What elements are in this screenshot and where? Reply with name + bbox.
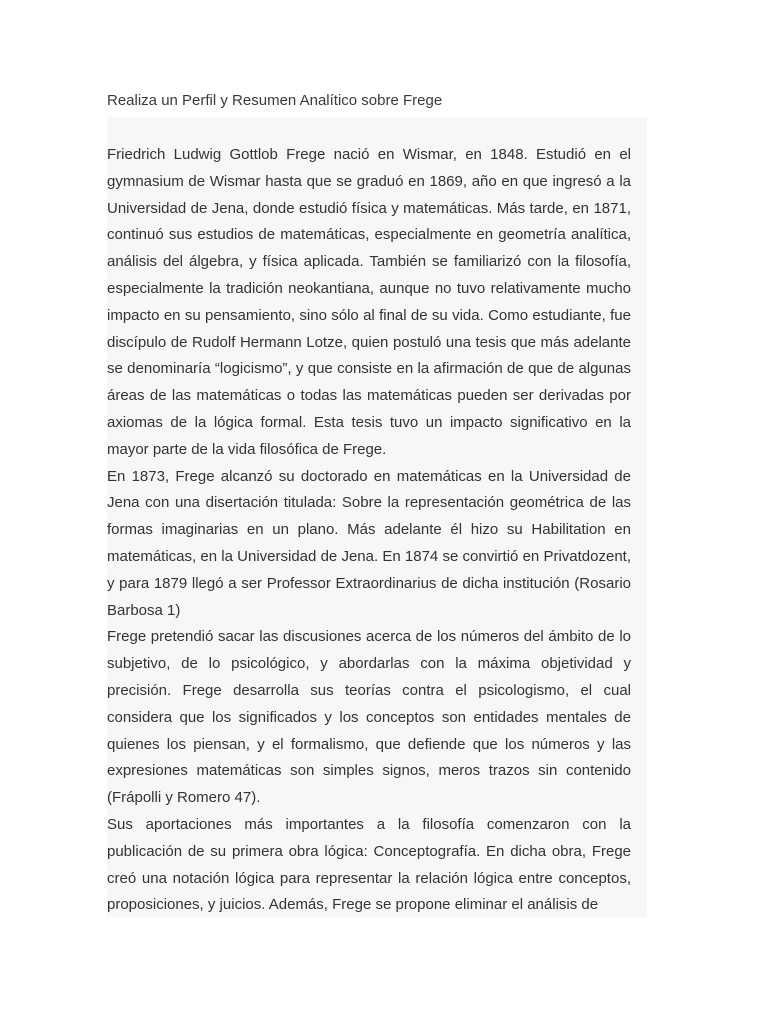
paragraph-2: En 1873, Frege alcanzó su doctorado en matemáticas en la Universidad de Jena con una disertación titulada: Sobre la representación geométrica de las formas imaginarias en un plano. Más adelante él hizo su Habilitation en matemáticas, en la Universidad de Jena. En 1874 se convirtió en Privatdozent, y para 1879 llegó a ser Professor Extraordinarius de dicha institución (Rosario Barbosa 1) [107, 467, 631, 619]
paragraph-3: Frege pretendió sacar las discusiones acerca de los números del ámbito de lo subjetivo, de lo psicológico, y abordarlas con la máxima objetividad y precisión. Frege desarrolla sus teorías contra el psicologismo, el cual considera que los significados y los conceptos son entidades mentales de quienes los piensan, y el formalismo, que defiende que los números y las expresiones matemáticas son simples signos, meros trazos sin contenido (Frápolli y Romero 47). [107, 628, 631, 807]
document-title: Realiza un Perfil y Resumen Analítico sobre Frege [107, 92, 443, 109]
paragraph-4: Sus aportaciones más importantes a la filosofía comenzaron con la publicación de su primera obra lógica: Conceptografía. En dicha obra, Frege creó una notación lógica para representar la relación lógica entre conceptos, proposiciones, y juicios. Además, Frege se propone eliminar el análisis de [107, 815, 631, 914]
paragraph-1: Friedrich Ludwig Gottlob Frege nació en Wismar, en 1848. Estudió en el gymnasium de Wismar hasta que se graduó en 1869, año en que ingresó a la Universidad de Jena, donde estudió física y matemáticas. Más tarde, en 1871, continuó sus estudios de matemáticas, especialmente en geometría analítica, análisis del álgebra, y física aplicada. También se familiarizó con la filosofía, especialmente la tradición neokantiana, aunque no tuvo relativamente mucho impacto en su pensamiento, sino sólo al final de su vida. Como estudiante, fue discípulo de Rudolf Hermann Lotze, quien postuló una tesis que más adelante se denominaría “logicismo”, y que consiste en la afirmación de que de algunas áreas de las matemáticas o todas las matemáticas pueden ser derivadas por axiomas de la lógica formal. Esta tesis tuvo un impacto significativo en la mayor parte de la vida filosófica de Frege. [107, 146, 631, 458]
document-body [107, 142, 631, 919]
